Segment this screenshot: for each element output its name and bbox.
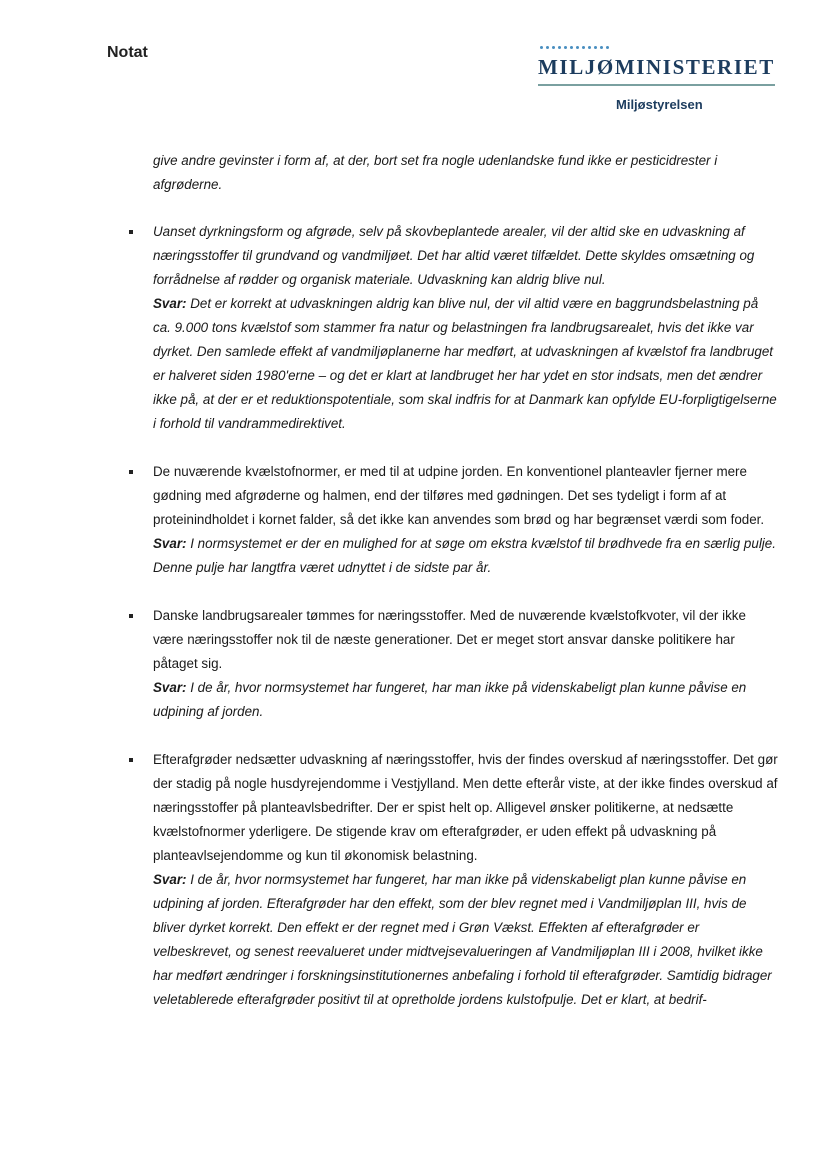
- statement-text: Danske landbrugsarealer tømmes for næringsstoffer. Med de nuværende kvælstofkvoter, vil der ikke være næringsstoffer nok til de næste generationer. Det er meget stort ansvar danske politikere har påtaget sig.: [153, 608, 746, 671]
- document-type-label: Notat: [107, 44, 148, 61]
- statement-text: Efterafgrøder nedsætter udvaskning af næringsstoffer, hvis der findes overskud af næringsstoffer. Det gør der stadig på nogle husdyrejendomme i Vestjylland. Men dette efterår viste, at der ikke findes overskud af næringsstoffer på planteavlsbedrifter. Der er spist helt op. Alligevel ønsker politikerne, at nedsætte kvælstofnormer yderligere. De stigende krav om efterafgrøder, er uden effekt på udvaskning på planteavlsejendomme og kun til økonomisk belastning.: [153, 752, 778, 863]
- answer-text: Det er korrekt at udvaskningen aldrig kan blive nul, der vil altid være en baggrundsbelastning på ca. 9.000 tons kvælstof som stammer fra natur og belastningen fra landbrugsarealet, hvis det ikke var dyrket. Den samlede effekt af vandmiljøplanerne har medført, at udvaskningen af kvælstof fra landbruget er halveret siden 1980'erne – og det er klart at landbruget her har ydet en stor indsats, men det ændrer ikke på, at der er et reduktionspotentiale, som skal indfris for at Danmark kan opfylde EU-forpligtigelserne i forhold til vandrammedirektivet.: [153, 296, 777, 431]
- answer-label: Svar:: [153, 536, 187, 551]
- qa-item-2: [153, 460, 779, 580]
- answer-label: Svar:: [153, 872, 187, 887]
- answer-text: I normsystemet er der en mulighed for at søge om ekstra kvælstof til brødhvede fra en særlig pulje. Denne pulje har langtfra været udnyttet i de sidste par år.: [153, 536, 776, 575]
- ministry-name: MILJØMINISTERIET: [538, 55, 775, 79]
- qa-item-1: [153, 220, 779, 436]
- logo-dots-icon: [540, 46, 609, 49]
- statement-text: Uanset dyrkningsform og afgrøde, selv på skovbeplantede arealer, vil der altid ske en udvaskning af næringsstoffer til grundvand og vandmiljøet. Det har altid været tilfældet. Dette skyldes omsætning og forrådnelse af rødder og organisk materiale. Udvaskning kan aldrig blive nul.: [153, 224, 755, 287]
- intro-paragraph: give andre gevinster i form af, at der, bort set fra nogle udenlandske fund ikke er pesticidrester i afgrøderne.: [153, 153, 718, 192]
- answer-label: Svar:: [153, 680, 187, 695]
- answer-text: I de år, hvor normsystemet har fungeret, har man ikke på videnskabeligt plan kunne påvise en udpining af jorden. Efterafgrøder har den effekt, som der blev regnet med i Vandmiljøplan III, hvis de bliver dyrket korrekt. Den effekt er der regnet med i Grøn Vækst. Effekten af efterafgrøder er velbeskrevet, og senest reevalueret under midtvejsevalueringen af Vandmiljøplan III i 2008, hvilket ikke har medført ændringer i forskningsinstitutionernes anbefaling i forhold til efterafgrøder. Samtidig bidrager veletablerede efterafgrøder positivt til at opretholde jordens kulstofpulje. Det er klart, at bedrif-: [153, 872, 772, 1007]
- statement-text: De nuværende kvælstofnormer, er med til at udpine jorden. En konventionel planteavler fjerner mere gødning med afgrøderne og halmen, end der tilføres med gødningen. Det ses tydeligt i form af at proteinindholdet i kornet falder, så det ikke kan anvendes som brød og har begrænset værdi som foder.: [153, 464, 765, 527]
- answer-label: Svar:: [153, 296, 187, 311]
- qa-item-3: [153, 604, 779, 724]
- bullet-icon: [129, 470, 133, 474]
- answer-text: I de år, hvor normsystemet har fungeret, har man ikke på videnskabeligt plan kunne påvise en udpining af jorden.: [153, 680, 747, 719]
- qa-item-4: [153, 748, 779, 1012]
- bullet-icon: [129, 758, 133, 762]
- bullet-icon: [129, 614, 133, 618]
- document-body: [153, 149, 779, 1036]
- bullet-icon: [129, 230, 133, 234]
- logo-divider: [538, 84, 775, 86]
- agency-name: Miljøstyrelsen: [616, 97, 703, 112]
